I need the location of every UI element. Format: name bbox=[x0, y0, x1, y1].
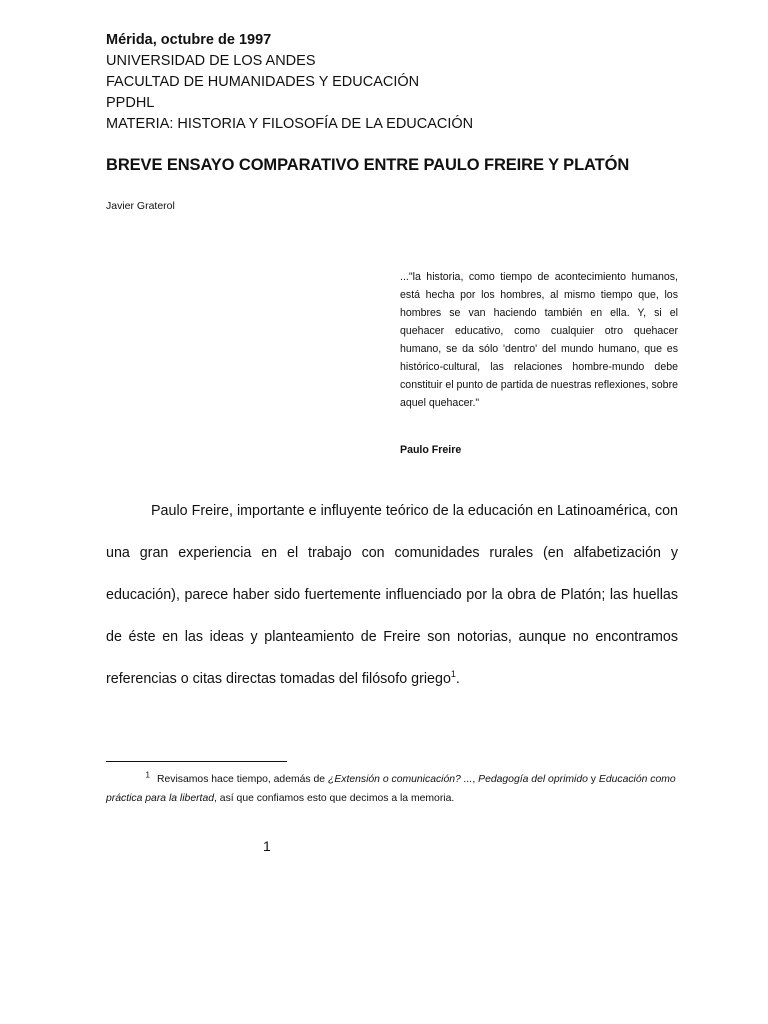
document-header bbox=[106, 30, 473, 135]
footnote-text-3: y bbox=[587, 774, 599, 785]
footnote-text-2: , bbox=[472, 774, 479, 785]
footnote-text-1: Revisamos hace tiempo, además de bbox=[157, 774, 328, 785]
header-faculty: FACULTAD DE HUMANIDADES Y EDUCACIÓN bbox=[106, 74, 420, 90]
footnote bbox=[106, 770, 678, 808]
footnote-reference: 1 bbox=[450, 669, 456, 680]
author-name: Javier Graterol bbox=[106, 200, 175, 212]
footnote-title-3: Educación como práctica para la libertad bbox=[106, 774, 676, 804]
footnote-mark-wrap bbox=[106, 770, 157, 789]
footnote-title-2: Pedagogía del oprimido bbox=[478, 774, 588, 785]
header-date: Mérida, octubre de 1997 bbox=[106, 32, 272, 48]
header-program: PPDHL bbox=[106, 95, 155, 111]
epigraph-author: Paulo Freire bbox=[400, 444, 462, 456]
footnote-title-1: ¿Extensión o comunicación? ... bbox=[327, 774, 473, 785]
body-paragraph bbox=[106, 490, 678, 700]
page-number: 1 bbox=[263, 838, 271, 854]
footnote-text-4: , así que confiamos esto que decimos a la memoria. bbox=[214, 793, 455, 804]
footnote-separator bbox=[106, 761, 287, 762]
essay-title: BREVE ENSAYO COMPARATIVO ENTRE PAULO FREIRE Y PLATÓN bbox=[106, 156, 630, 174]
footnote-mark: 1 bbox=[145, 770, 150, 780]
header-subject: MATERIA: HISTORIA Y FILOSOFÍA DE LA EDUCACIÓN bbox=[106, 116, 474, 132]
epigraph-quote: ..."la historia, como tiempo de acontecimiento humanos, está hecha por los hombres, al mismo tiempo que, los hombres se van haciendo también en ella. Y, si el quehacer educativo, como cualquier otro quehacer humano, se da sólo 'dentro' del mundo humano, que es histórico-cultural, las relaciones hombre-mundo debe constituir el punto de partida de nuestras reflexiones, sobre aquel quehacer." bbox=[400, 271, 678, 409]
body-paragraph-end: . bbox=[455, 671, 460, 687]
header-university: UNIVERSIDAD DE LOS ANDES bbox=[106, 53, 316, 69]
body-paragraph-text: Paulo Freire, importante e influyente teórico de la educación en Latinoamérica, con una gran experiencia en el trabajo con comunidades rurales (en alfabetización y educación), parece haber sido fuertemente influenciado por la obra de Platón; las huellas de éste en las ideas y planteamiento de Freire son notorias, aunque no encontramos referencias o citas directas tomadas del filósofo griego bbox=[106, 503, 678, 687]
